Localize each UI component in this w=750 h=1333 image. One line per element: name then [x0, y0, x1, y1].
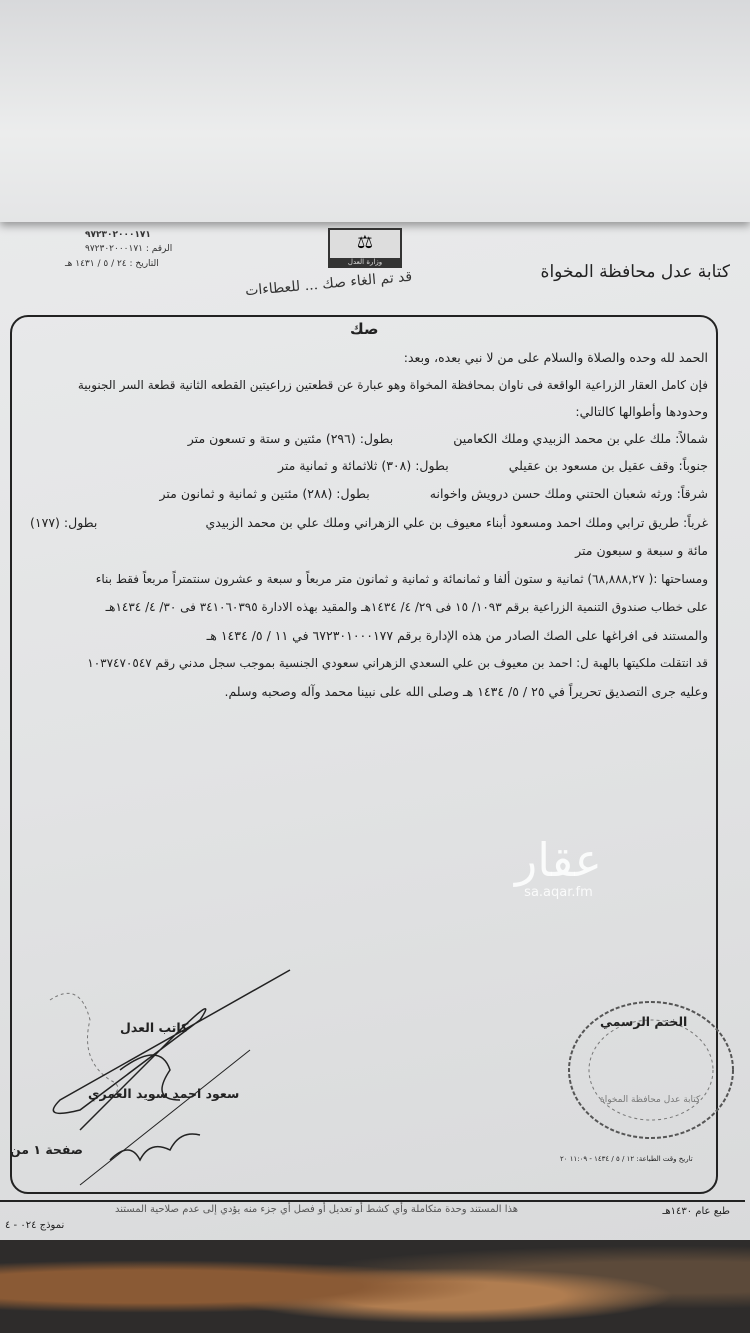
text-line: ومساحتها :( ٦٨,٨٨٨,٢٧) ثمانية و ستون ألفا و ثمانمائة و ثمانية و ثمانون متر مربعاً و سبعة و عشرون سنتمتراً مربعاً فقط بناء — [95, 572, 708, 586]
page-number: صفحة ١ من — [10, 1142, 84, 1157]
print-year: طبع عام ١٤٣٠هـ — [662, 1206, 730, 1217]
ministry-logo — [328, 228, 402, 268]
form-number: نموذج ٠٢٤ - ٤ — [5, 1220, 65, 1231]
boundary-south-row — [30, 458, 708, 473]
footer-rule — [0, 1200, 745, 1202]
aqar-watermark: عقار sa.aqar.fm — [515, 833, 602, 900]
boundary-west: غرباً: طريق ترابي وملك احمد ومسعود أبناء معيوف بن علي الزهراني وملك علي بن محمد الزبيدي — [205, 515, 708, 530]
text-line: قد انتقلت ملكيتها بالهبة ل: احمد بن معيوف بن علي السعدي الزهراني سعودي الجنسية بموجب سجل مدني رقم ١٠٣٧٤٧٠٥٤٧ — [87, 656, 708, 670]
scales-icon: ⚖ — [356, 232, 374, 253]
integrity-warning: هذا المستند وحدة متكاملة وأي كشط أو تعديل أو فصل أي جزء منه يؤدي إلى عدم صلاحية المستند — [115, 1204, 519, 1215]
text-line: وحدودها وأطوالها كالتالي: — [575, 404, 708, 419]
document-date: التاريخ : ٢٤ / ٥ / ١٤٣١ هـ — [65, 259, 159, 269]
text-line: على خطاب صندوق التنمية الزراعية برقم ١٠٩٣/ ١٥ فى ٢٩/ ٤/ ١٤٣٤هـ والمقيد بهذه الادارة ٣٤١٠٦٠٣٩٥ فى ٣٠/ ٤/ ١٤٣٤هـ — [105, 600, 708, 614]
text-line: وعليه جرى التصديق تحريراً في ٢٥ / ٥/ ١٤٣٤ هـ وصلى الله على نبينا محمد وآله وصحبه وسلم. — [224, 684, 708, 699]
text-line: الحمد لله وحده والصلاة والسلام على من لا نبي بعده، وبعد: — [403, 350, 708, 365]
boundary-south: جنوباً: وقف عقيل بن مسعود بن عقيلي — [508, 458, 708, 473]
seal-text: كتابة عدل محافظة المخواة — [600, 1095, 701, 1105]
boundary-south-length: بطول: (٣٠٨) ثلاثمائة و ثمانية متر — [277, 458, 449, 473]
carpet-background — [0, 1240, 750, 1333]
handwritten-signature — [20, 960, 320, 1195]
text-line: والمستند فى افراغها على الصك الصادر من هذه الإدارة برقم ٦٧٢٣٠١٠٠٠١٧٧ في ١١ / ٥/ ١٤٣٤ هـ — [206, 628, 708, 643]
boundary-east: شرقاً: ورثه شعبان الحتني وملك حسن درويش واخوانه — [429, 486, 708, 501]
notary-name: سعود احمد سويد العمري — [88, 1086, 240, 1101]
print-date: تاريخ وقت الطباعة: ١٢ / ٥ / ١٤٣٤ - ١١:٠٩ ٢٠ — [560, 1155, 693, 1163]
boundary-east-row — [30, 486, 708, 501]
logo-text: وزارة العدل — [330, 258, 400, 266]
boundary-east-length: بطول: (٢٨٨) مئتين و ثمانية و ثمانون متر — [159, 486, 370, 501]
boundary-west-cont: مائة و سبعة و سبعون متر — [575, 543, 708, 558]
previous-page-sheet — [0, 0, 750, 222]
seal-label: الختم الرسمي — [600, 1014, 688, 1029]
handwritten-note: قد تم الغاء صك ... للعطاءات — [244, 268, 413, 300]
office-name: كتابة عدل محافظة المخواة — [540, 262, 730, 282]
boundary-west-length: بطول: (١٧٧) — [30, 515, 98, 530]
text-line: فإن كامل العقار الزراعية الواقعة فى ناوان بمحافظة المخواة وهو عبارة عن قطعتين زراعيتين القطعه الثانية قطعة السر الجنوبية — [77, 378, 708, 392]
document-number: الرقم : ٩٧٢٣٠٢٠٠٠١٧١ — [85, 244, 173, 254]
boundary-north-row — [30, 431, 708, 446]
boundary-north: شمالاً: ملك علي بن محمد الزبيدي وملك الكعامين — [453, 431, 708, 446]
boundary-north-length: بطول: (٢٩٦) مئتين و ستة و تسعون متر — [187, 431, 394, 446]
deed-title: صك — [350, 320, 379, 338]
boundary-west-row — [30, 515, 708, 530]
notary-title: كاتب العدل — [120, 1020, 189, 1035]
barcode: ٩٧٢٣٠٢٠٠٠١٧١ — [85, 230, 151, 240]
